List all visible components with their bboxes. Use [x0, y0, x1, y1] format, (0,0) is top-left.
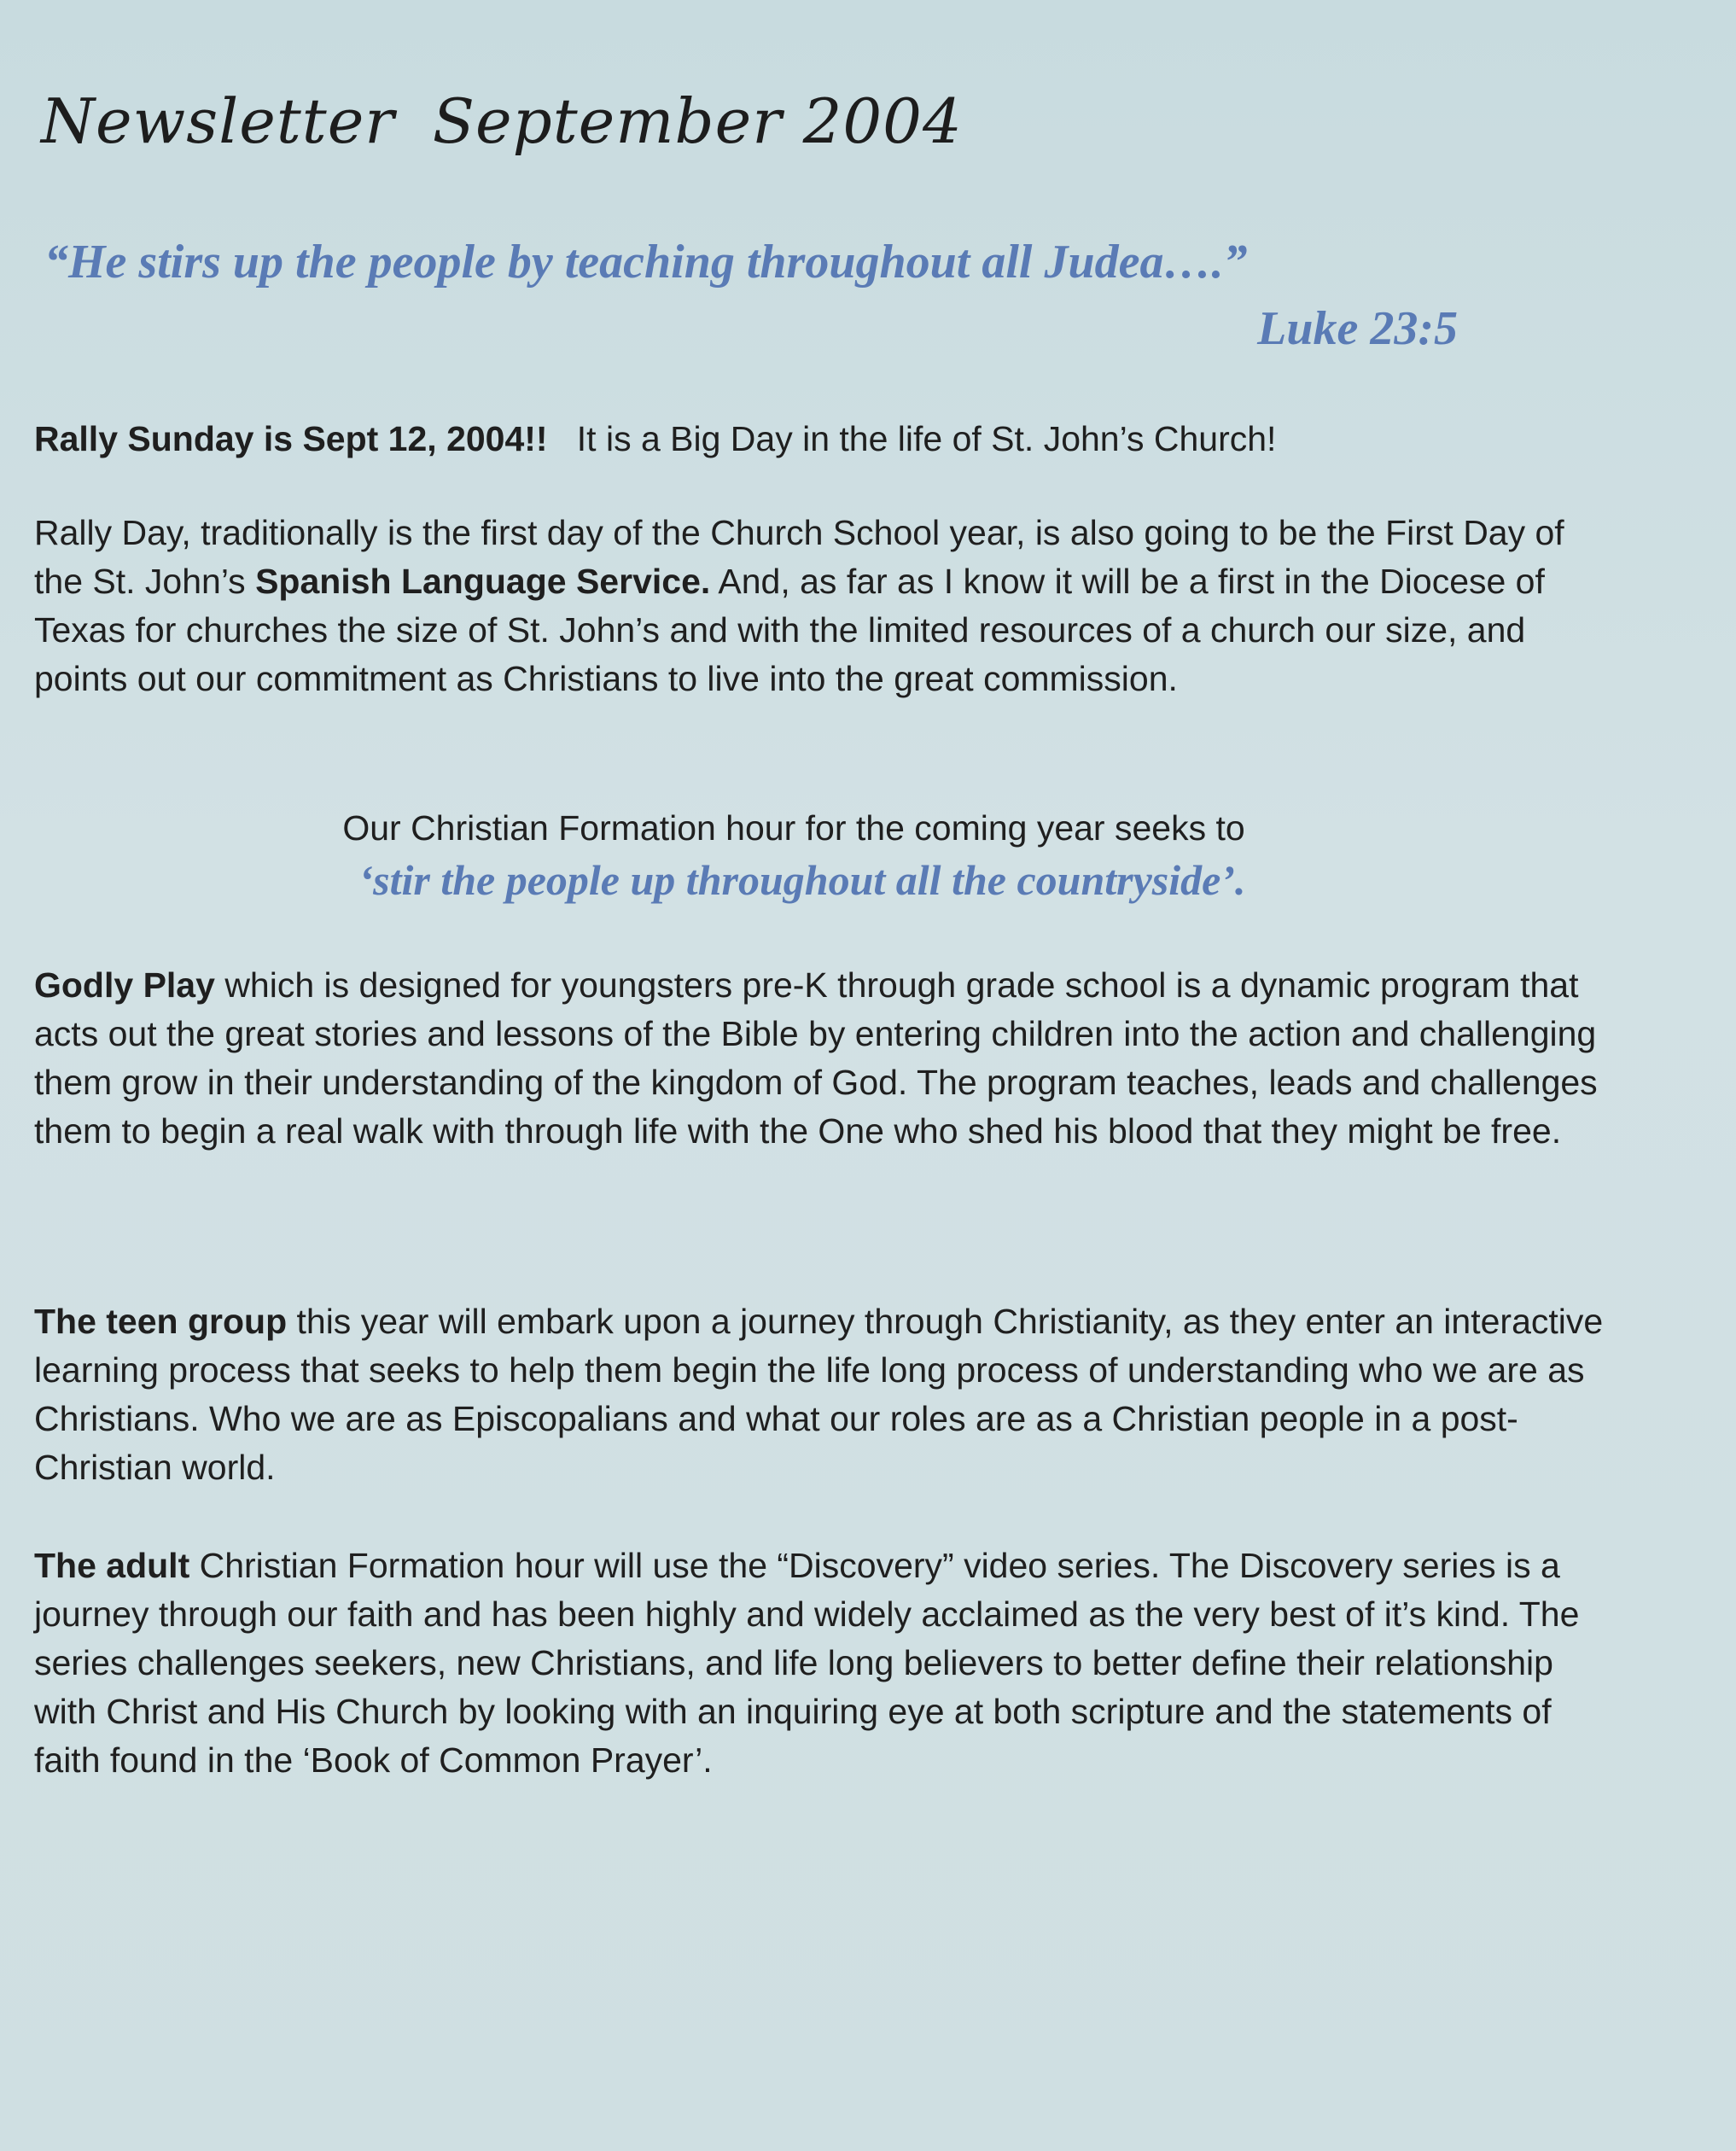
rally-day-text-after: And, as far as I know it will be a first in the Diocese of Texas for churches the size of St. John’s and with the limited resources of a church our size, and points out our commitment as Christians to live into the great commission. [34, 562, 1545, 698]
teen-group-lead: The teen group [34, 1302, 288, 1341]
rally-sunday-text: It is a Big Day in the life of St. John’s Church! [576, 419, 1277, 458]
rally-day-text-before: Rally Day, traditionally is the first day of the Church School year, is also going to be the First Day of the St. John’s [34, 513, 1564, 601]
rally-sunday-paragraph [34, 415, 1605, 463]
verse-quote: “He stirs up the people by teaching throughout all Judea….” [44, 236, 1248, 289]
godly-play-text: which is designed for youngsters pre-K through grade school is a dynamic program that acts out the great stories and lessons of the Bible by entering children into the action and challenging them grow in their understanding of the kingdom of God. The program teaches, leads and challenges them to begin a real walk with through life with the One who shed his blood that they might be free. [34, 965, 1598, 1151]
formation-callout [34, 804, 1605, 907]
teen-group-paragraph [34, 1297, 1605, 1492]
adult-lead: The adult [34, 1546, 190, 1585]
adult-formation-paragraph [34, 1542, 1605, 1785]
spanish-service-highlight: Spanish Language Service. [255, 562, 711, 601]
teen-group-text: this year will embark upon a journey through Christianity, as they enter an interactive learning process that seeks to help them begin the life long process of understanding who we are as Christians. Who we are as Episcopalians and what our roles are as a Christian people in a post-Christian world. [34, 1302, 1604, 1487]
scripture-verse [44, 229, 1461, 362]
verse-reference: Luke 23:5 [1257, 302, 1458, 355]
newsletter-title [41, 85, 963, 157]
godly-play-lead: Godly Play [34, 965, 215, 1005]
godly-play-paragraph [34, 961, 1605, 1156]
formation-quote: ‘stir the people up throughout all the countryside’. [358, 856, 1246, 904]
rally-sunday-lead: Rally Sunday is Sept 12, 2004!! [34, 419, 548, 458]
formation-intro: Our Christian Formation hour for the coming year seeks to [342, 808, 1245, 848]
rally-day-paragraph [34, 509, 1605, 703]
adult-text: Christian Formation hour will use the “Discovery” video series. The Discovery series is a journey through our faith and has been highly and widely acclaimed as the very best of it’s kind. The series challenges seekers, new Christians, and life long believers to better define their relationship with Christ and His Church by looking with an inquiring eye at both scripture and the statements of faith found in the ‘Book of Common Prayer’. [34, 1546, 1580, 1780]
title-date: September 2004 [432, 85, 963, 157]
title-word: Newsletter [41, 85, 395, 157]
